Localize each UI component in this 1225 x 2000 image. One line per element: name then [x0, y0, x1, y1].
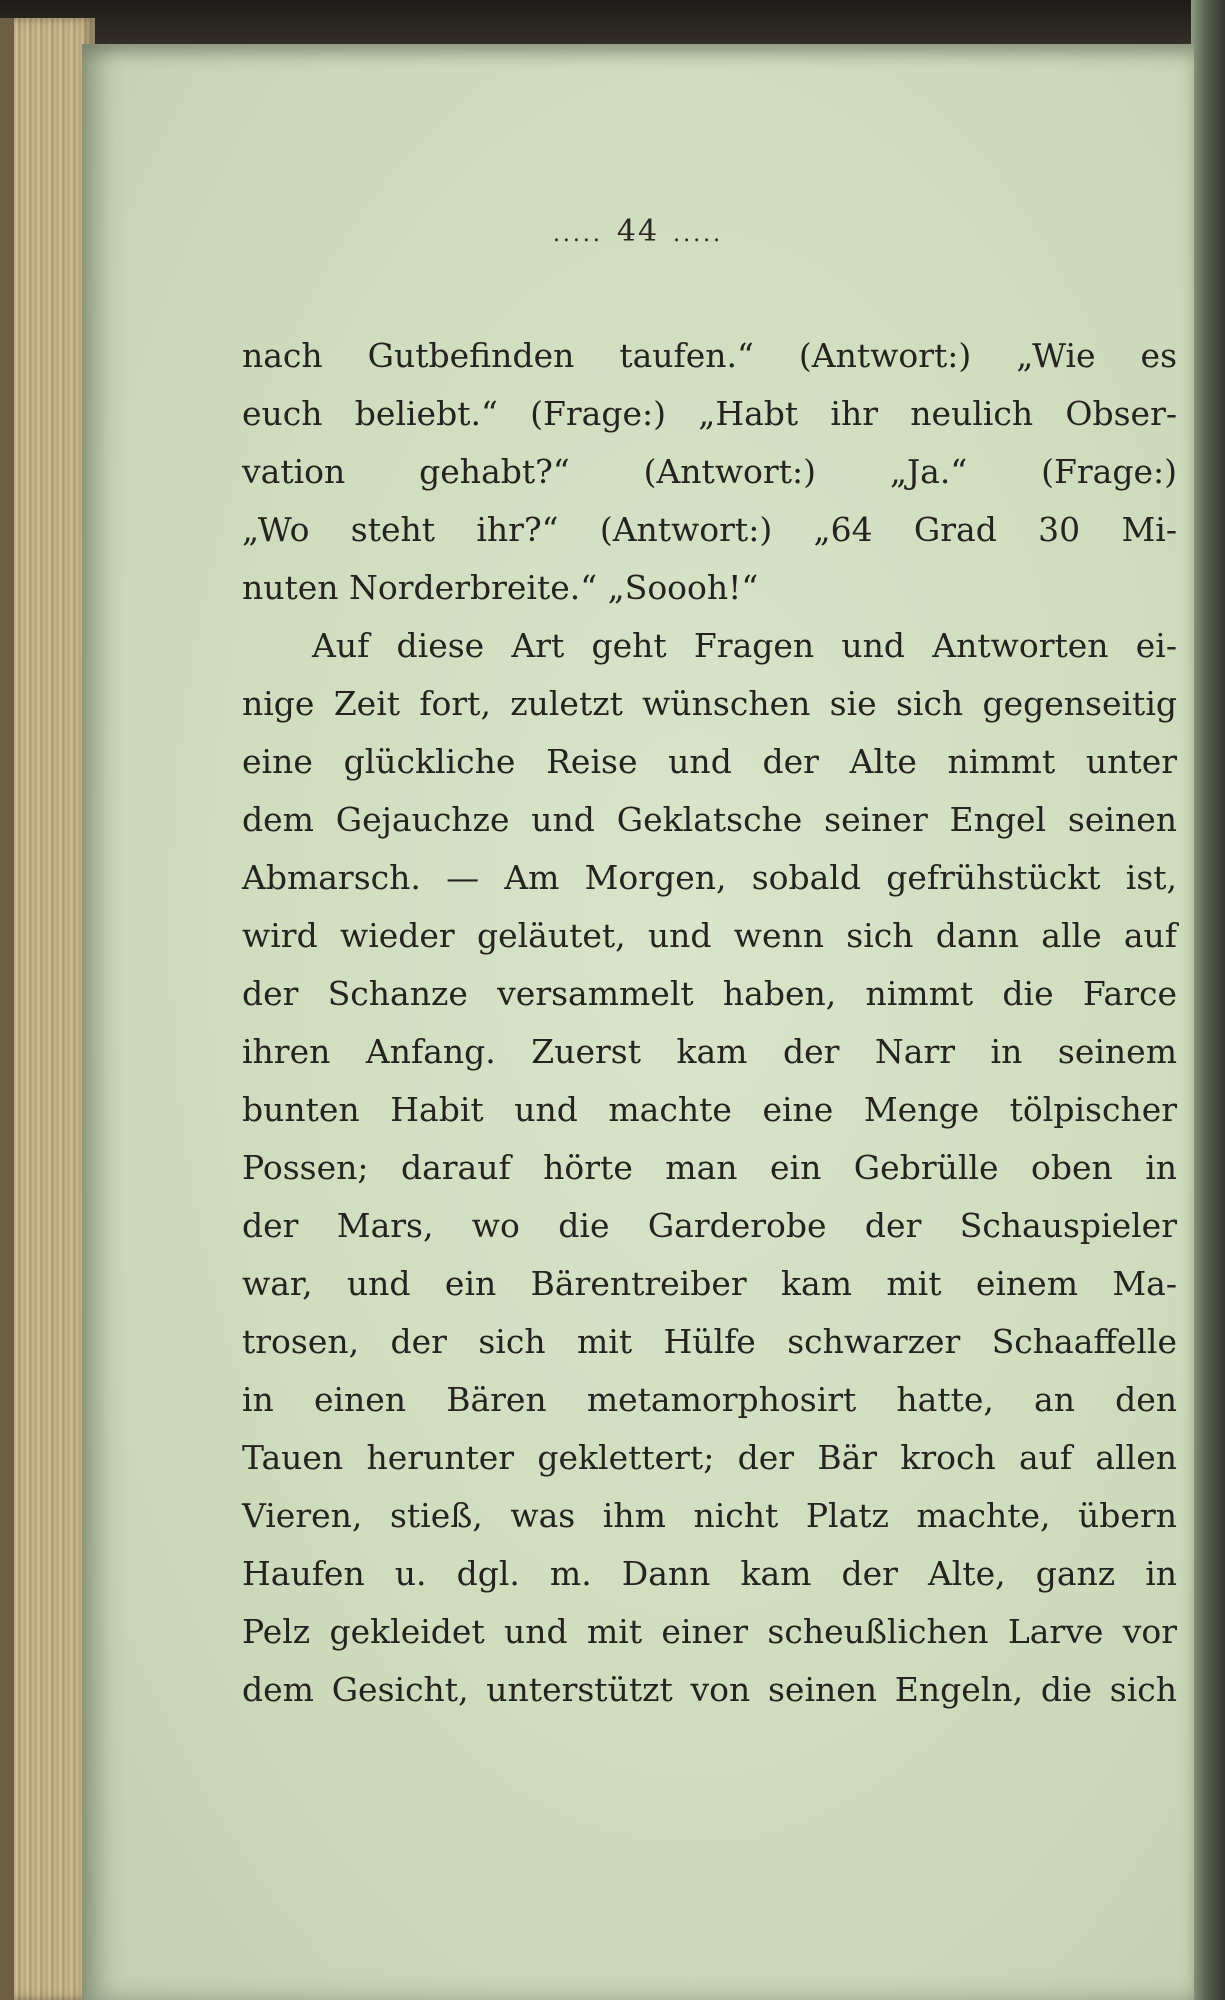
- text-line: bunten Habit und machte eine Menge tölpischer: [242, 1090, 1177, 1129]
- binding-edge: [1191, 0, 1225, 2000]
- text-line: euch beliebt.“ (Frage:) „Habt ihr neulich Obser-: [242, 394, 1177, 433]
- text-line: wird wieder geläutet, und wenn sich dann alle auf: [242, 916, 1177, 955]
- text-line: in einen Bären metamorphosirt hatte, an den: [242, 1380, 1177, 1419]
- text-line: dem Gesicht, unterstützt von seinen Engeln, die sich: [242, 1670, 1177, 1709]
- text-line: dem Gejauchze und Geklatsche seiner Engel seinen: [242, 800, 1177, 839]
- text-line: ihren Anfang. Zuerst kam der Narr in seinem: [242, 1032, 1177, 1071]
- page-number-dots-left: .....: [552, 222, 603, 247]
- text-line: nach Gutbefinden taufen.“ (Antwort:) „Wie es: [242, 336, 1177, 375]
- text-line: Auf diese Art geht Fragen und Antworten ei-: [312, 626, 1177, 665]
- book-page: [82, 44, 1194, 2000]
- text-line: eine glückliche Reise und der Alte nimmt unter: [242, 742, 1177, 781]
- page-number-dots-right: .....: [673, 222, 724, 247]
- text-line: vation gehabt?“ (Antwort:) „Ja.“ (Frage:): [242, 452, 1177, 491]
- page-number-header: [82, 214, 1194, 249]
- text-line: der Mars, wo die Garderobe der Schauspieler: [242, 1206, 1177, 1245]
- text-line: nuten Norderbreite.“ „Soooh!“: [242, 568, 759, 607]
- text-line: Vieren, stieß, was ihm nicht Platz machte, übern: [242, 1496, 1177, 1535]
- text-line: Haufen u. dgl. m. Dann kam der Alte, ganz in: [242, 1554, 1177, 1593]
- text-line: nige Zeit fort, zuletzt wünschen sie sich gegenseitig: [242, 684, 1177, 723]
- body-text: [242, 327, 1177, 1719]
- text-line: Possen; darauf hörte man ein Gebrülle oben in: [242, 1148, 1177, 1187]
- text-line: Pelz gekleidet und mit einer scheußlichen Larve vor: [242, 1612, 1177, 1651]
- page-stack-shadow: [0, 18, 14, 2000]
- text-line: war, und ein Bärentreiber kam mit einem Ma-: [242, 1264, 1177, 1303]
- page-stack: [0, 18, 95, 2000]
- text-line: der Schanze versammelt haben, nimmt die Farce: [242, 974, 1177, 1013]
- text-line: Abmarsch. — Am Morgen, sobald gefrühstückt ist,: [242, 858, 1177, 897]
- text-line: Tauen herunter geklettert; der Bär kroch auf allen: [242, 1438, 1177, 1477]
- text-line: „Wo steht ihr?“ (Antwort:) „64 Grad 30 Mi-: [242, 510, 1177, 549]
- page-number: 44: [616, 214, 660, 249]
- text-line: trosen, der sich mit Hülfe schwarzer Schaaffelle: [242, 1322, 1177, 1361]
